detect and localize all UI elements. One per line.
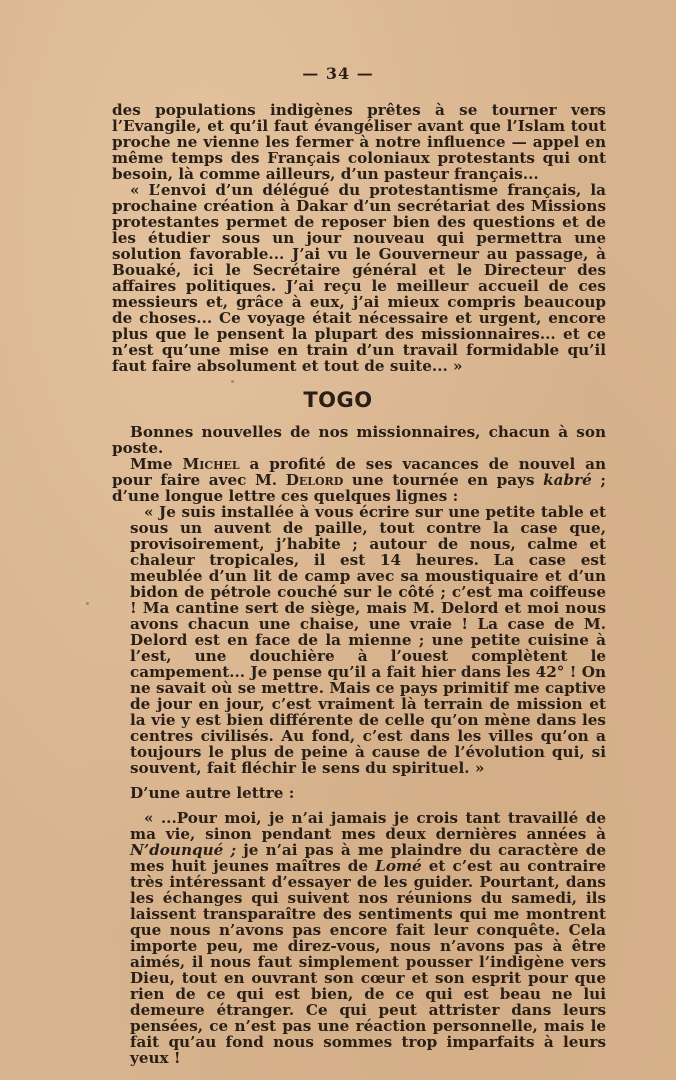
paper-speck: [596, 735, 599, 738]
place-lome: Lomé: [375, 857, 422, 875]
quote2-part-b: je n’ai pas à me plaindre du caractère de mes huit jeunes maîtres de: [130, 841, 606, 875]
togo-text-block: [112, 424, 606, 1066]
quote-letter-2: [112, 810, 606, 1066]
quote2-part-c: et c’est au contraire très intéressant d’essayer de les guider. Pourtant, dans les échanges qui suivent nos réunions du samedi, ils laissent transparaître des sentiments qui me montrent que nous n’avons pas encore fait leur conquête. Cela importe peu, me direz-vous, nous n’avons pas à être aimés, il nous faut simplement pousser l’indigène vers Dieu, tout en ouvrant son cœur et son esprit pour que rien de ce qui est bien, de ce qui est beau ne lui demeure étranger. Ce qui peut attrister dans leurs pensées, ce n’est pas une réaction personnelle, mais le fait qu’au fond nous sommes trop imparfaits à leurs yeux !: [130, 857, 606, 1067]
togo-p2-suffix: ; d’une longue lettre ces quelques lignes :: [112, 471, 606, 505]
name-michel: Michel: [182, 455, 240, 473]
quote2-part-a: « ...Pour moi, je n’ai jamais je crois tant travaillé de ma vie, sinon pendant mes deux dernières années à: [130, 809, 606, 843]
togo-p2-prefix: Mme: [130, 455, 183, 473]
togo-p2-mid2: une tournée en pays: [343, 471, 544, 489]
page-number: — 34 —: [302, 64, 374, 83]
intro-paragraph-1: des populations indigènes prêtes à se tourner vers l’Evangile, et qu’il faut évangéliser avant que l’Islam tout proche ne vienne les fermer à notre influence — appel en même temps des Français coloniaux protestants qui ont besoin, là comme ailleurs, d’un pasteur français...: [112, 101, 606, 183]
place-kabre: kabré: [543, 471, 592, 489]
togo-paragraph-1: Bonnes nouvelles de nos missionnaires, chacun à son poste.: [112, 423, 606, 457]
intro-paragraph-2: « L’envoi d’un délégué du protestantisme français, la prochaine création à Dakar d’un secrétariat des Missions protestantes permet de reposer bien des questions et de les étudier sous un jour nouveau qui permettra une solution favorable... J’ai vu le Gouverneur au passage, à Bouaké, ici le Secrétaire général et le Directeur des affaires politiques. J’ai reçu le meilleur accueil de ces messieurs et, grâce à eux, j’ai mieux compris beaucoup de choses... Ce voyage était nécessaire et urgent, encore plus que le pensent la plupart des missionnaires... et ce n’est qu’une mise en train d’un travail formidable qu’il faut faire absolument et tout de suite... »: [112, 181, 606, 375]
paper-speck: [231, 380, 234, 383]
name-delord: Delord: [285, 471, 344, 489]
togo-p2-mid: a profité de ses vacances de nouvel an pour faire avec M.: [112, 455, 606, 489]
place-ndounque: N’dounqué ;: [130, 841, 237, 859]
quote-letter-1: « Je suis installée à vous écrire sur une petite table et sous un auvent de paille, tout contre la case que, provisoirement, j’habite ; autour de nous, calme et chaleur tropicales, il est 14 heures. La case est meublée d’un lit de camp avec sa moustiquaire et d’un bidon de pétrole couché sur le côté ; c’est ma coiffeuse ! Ma cantine sert de siège, mais M. Delord et moi nous avons chacun une chaise, une vraie ! La case de M. Delord est en face de la mienne ; une petite cuisine à l’est, une douchière à l’ouest complètent le campement... Je pense qu’il a fait hier dans les 42° ! On ne savait où se mettre. Mais ce pays primitif me captive de jour en jour, c’est vraiment là terrain de mission et la vie y est bien différente de celle qu’on mène dans les centres civilisés. Au fond, c’est dans les villes qu’on a toujours le plus de peine à cause de l’évolution qui, si souvent, fait fléchir le sens du spirituel. »: [130, 503, 606, 777]
intro-text-block: [112, 102, 606, 374]
togo-paragraph-3: D’une autre lettre :: [130, 784, 295, 802]
paper-speck: [596, 110, 599, 113]
section-title: TOGO: [303, 388, 373, 412]
paper-speck: [86, 602, 89, 605]
togo-paragraph-2: [112, 456, 606, 504]
paper-speck: [130, 900, 133, 903]
